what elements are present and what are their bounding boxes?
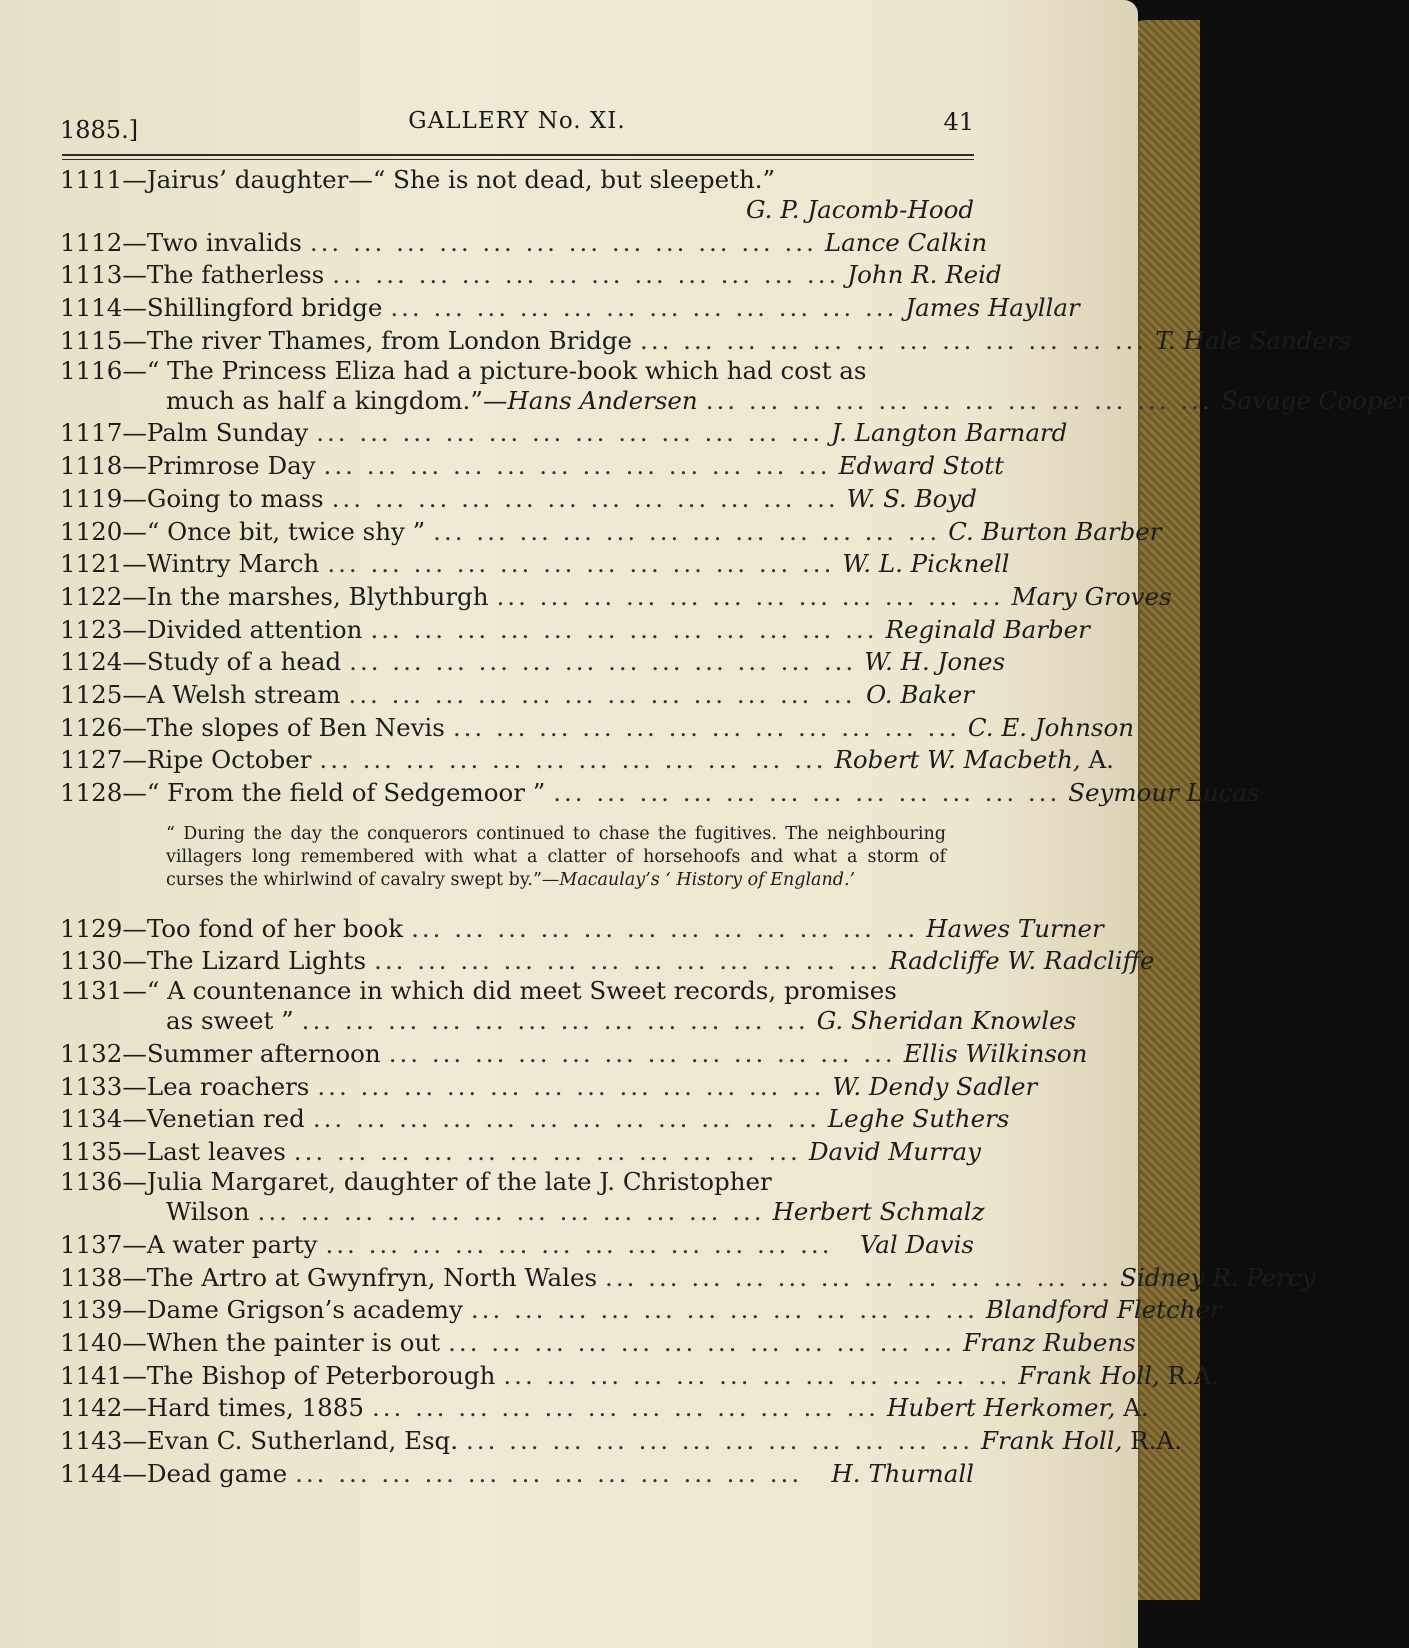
dot-leader: ... ... ... ... ... ... ... ... ... ... ... ...	[309, 227, 817, 257]
entry-number: 1118—	[60, 451, 147, 481]
entry-number: 1138—	[60, 1262, 147, 1292]
dot-leader: ... ... ... ... ... ... ... ... ... ... ... ...	[323, 451, 831, 481]
entry-artist: G. P. Jacomb-Hood	[745, 195, 974, 224]
dot-leader: ... ... ... ... ... ... ... ... ... ... ... ...	[312, 1104, 820, 1134]
entry-title: Jairus’ daughter—“ She is not dead, but sleepeth.”	[146, 165, 776, 194]
catalogue-entry	[60, 1455, 974, 1488]
entry-artist	[887, 1393, 1149, 1422]
dot-leader: ... ... ... ... ... ... ... ... ... ... ... ...	[325, 1229, 833, 1259]
entry-title: Shillingford bridge	[146, 293, 383, 323]
catalogue-entry	[60, 644, 1006, 677]
catalogue-entry	[60, 975, 974, 1005]
entry-number: 1144—	[60, 1458, 147, 1488]
catalogue-entry	[60, 1422, 1182, 1455]
entry-number: 1142—	[60, 1393, 147, 1423]
entry-number: 1112—	[60, 227, 147, 257]
dot-leader: ... ... ... ... ... ... ... ... ... ... ... ...	[316, 418, 824, 448]
entry-number: 1116—	[60, 355, 147, 385]
entry-artist: C. Burton Barber	[948, 516, 1162, 546]
entry-title: The fatherless	[146, 260, 325, 290]
entry-title: The slopes of Ben Nevis	[146, 712, 445, 742]
entry-title: Going to mass	[146, 483, 324, 513]
entry-number: 1139—	[60, 1295, 147, 1325]
entry-artist	[834, 745, 1114, 774]
dot-leader: ... ... ... ... ... ... ... ... ... ... ... ...	[705, 385, 1213, 415]
entry-title: Study of a head	[146, 647, 342, 677]
header-rule-thin	[62, 159, 974, 160]
entry-number: 1136—	[60, 1167, 147, 1197]
entry-number: 1132—	[60, 1039, 147, 1069]
page-number: 41	[943, 108, 974, 136]
entry-artist: Ellis Wilkinson	[903, 1039, 1088, 1069]
entry-continuation	[60, 1196, 985, 1227]
entry-title-cont: Wilson	[166, 1197, 250, 1227]
dot-leader: ... ... ... ... ... ... ... ... ... ... ... ...	[452, 712, 960, 742]
catalogue-entry	[60, 709, 1135, 742]
dot-leader: ... ... ... ... ... ... ... ... ... ... ... ...	[553, 778, 1061, 807]
dot-leader: ... ... ... ... ... ... ... ... ... ... ... ...	[293, 1137, 801, 1167]
catalogue-entry	[60, 578, 1172, 611]
header-title: GALLERY No. XI.	[408, 108, 626, 134]
entry-title: Hard times, 1885	[146, 1393, 364, 1423]
dot-leader: ... ... ... ... ... ... ... ... ... ... ... ...	[470, 1295, 978, 1325]
dot-leader: ... ... ... ... ... ... ... ... ... ... ... ...	[317, 1071, 825, 1101]
dot-leader: ... ... ... ... ... ... ... ... ... ... ... ...	[331, 483, 839, 513]
catalogue-entry	[60, 774, 1260, 807]
dot-leader: ... ... ... ... ... ... ... ... ... ... ... ...	[295, 1458, 803, 1488]
entry-artist-rank: A.	[1115, 1393, 1149, 1423]
entry-number: 1130—	[60, 946, 147, 976]
entry-number: 1140—	[60, 1327, 147, 1357]
header-rule	[62, 154, 974, 156]
dot-leader: ... ... ... ... ... ... ... ... ... ... ... ...	[327, 549, 835, 579]
entry-title: Primrose Day	[146, 451, 316, 481]
entry-number: 1137—	[60, 1229, 147, 1259]
entry-title-cont: much as half a kingdom.”—	[166, 385, 508, 415]
entry-number: 1143—	[60, 1425, 147, 1455]
entry-artist: Val Davis	[859, 1229, 974, 1259]
catalogue-entry	[60, 415, 1068, 448]
entry-number: 1122—	[60, 581, 147, 611]
entry-artist	[981, 1426, 1182, 1455]
quotation-text: “ During the day the conquerors continued to chase the fugitives. The neighbouring villagers long remembered with what a clatter of horsehoofs and what a storm of curses the whirlwind of cavalry swept by.”—	[166, 824, 946, 890]
entry-artist: H. Thurnall	[831, 1458, 974, 1488]
entry-title: Venetian red	[146, 1104, 305, 1134]
dot-leader: ... ... ... ... ... ... ... ... ... ... ... ...	[388, 1039, 896, 1069]
dot-leader: ... ... ... ... ... ... ... ... ... ... ... ...	[640, 325, 1148, 355]
entry-number: 1124—	[60, 647, 147, 677]
entry-artist: Blandford Fletcher	[985, 1295, 1222, 1325]
entry-title: A water party	[146, 1229, 318, 1259]
catalogue-entry	[60, 355, 974, 385]
catalogue-entry	[60, 742, 1114, 775]
entry-artist-name: Robert W. Macbeth,	[834, 745, 1081, 775]
catalogue-entry	[60, 943, 1155, 976]
entry-title: Dame Grigson’s academy	[146, 1295, 463, 1325]
entry-title: When the painter is out	[146, 1327, 441, 1357]
entry-number: 1127—	[60, 745, 147, 775]
entry-artist: Mary Groves	[1011, 581, 1172, 611]
entry-number: 1125—	[60, 679, 147, 709]
dot-leader: ... ... ... ... ... ... ... ... ... ... ... ...	[496, 581, 1004, 611]
entry-number: 1111—	[60, 165, 147, 194]
entry-number: 1114—	[60, 293, 147, 323]
catalogue-entry	[60, 1226, 974, 1259]
entry-title: The river Thames, from London Bridge	[146, 325, 633, 355]
entry-artist: O. Baker	[866, 679, 974, 709]
catalogue-entry	[60, 1166, 974, 1196]
dot-leader: ... ... ... ... ... ... ... ... ... ... ... ...	[349, 647, 857, 677]
catalogue-entry	[60, 546, 1010, 579]
entry-artist: Edward Stott	[838, 451, 1004, 481]
entry-title: “ The Princess Eliza had a picture-book which had cost as	[146, 355, 867, 385]
entry-title: Julia Margaret, daughter of the late J. Christopher	[146, 1167, 772, 1197]
entry-artist-rank: R.A.	[1122, 1425, 1182, 1455]
entry-number: 1115—	[60, 325, 147, 355]
dot-leader: ... ... ... ... ... ... ... ... ... ... ... ...	[332, 260, 840, 290]
dot-leader: ... ... ... ... ... ... ... ... ... ... ... ...	[370, 614, 878, 644]
entry-number: 1123—	[60, 614, 147, 644]
entry-number: 1135—	[60, 1137, 147, 1167]
catalogue-entry	[60, 676, 974, 709]
entry-title-author: Hans Andersen	[507, 385, 698, 415]
entry-number: 1128—	[60, 778, 147, 807]
entry-artist-name: Frank Holl,	[981, 1425, 1123, 1455]
entry-artist: Reginald Barber	[885, 614, 1090, 644]
catalogue-entry	[60, 1357, 1220, 1390]
entry-artist-rank: A.	[1080, 745, 1114, 775]
entry-artist: J. Langton Barnard	[831, 418, 1068, 448]
catalogue-entry	[60, 322, 1352, 355]
catalogue-entry	[60, 480, 977, 513]
dot-leader: ... ... ... ... ... ... ... ... ... ... ... ...	[390, 293, 898, 323]
entry-artist-rank: R.A.	[1159, 1360, 1220, 1390]
entry-number: 1129—	[60, 913, 147, 943]
dot-leader: ... ... ... ... ... ... ... ... ... ... ... ...	[448, 1327, 956, 1357]
catalogue-list	[60, 164, 1409, 1488]
entry-title: “ Once bit, twice shy ”	[146, 516, 426, 546]
dot-leader: ... ... ... ... ... ... ... ... ... ... ... ...	[348, 679, 856, 709]
catalogue-entry	[60, 1035, 1088, 1069]
catalogue-entry	[60, 513, 1162, 546]
entry-artist: Radcliffe W. Radcliffe	[889, 946, 1155, 976]
entry-title: Dead game	[146, 1458, 288, 1488]
entry-title: Two invalids	[146, 227, 302, 257]
dot-leader: ... ... ... ... ... ... ... ... ... ... ... ...	[301, 1006, 809, 1036]
entry-artist: James Hayllar	[905, 293, 1080, 323]
catalogue-entry	[60, 1292, 1222, 1325]
entry-artist: Herbert Schmalz	[772, 1197, 985, 1227]
entry-number: 1133—	[60, 1071, 147, 1101]
entry-title: A Welsh stream	[146, 679, 341, 709]
dot-leader: ... ... ... ... ... ... ... ... ... ... ... ...	[319, 745, 827, 775]
dot-leader: ... ... ... ... ... ... ... ... ... ... ... ...	[433, 516, 941, 546]
entry-number: 1131—	[60, 976, 147, 1006]
quotation-source: Macaulay’s ‘ History of England.’	[559, 870, 856, 890]
entry-title: Evan C. Sutherland, Esq.	[146, 1425, 459, 1455]
entry-title: Lea roachers	[146, 1071, 310, 1101]
dot-leader: ... ... ... ... ... ... ... ... ... ... ... ...	[371, 1393, 879, 1423]
catalogue-entry	[60, 1101, 1010, 1134]
entry-artist: Hawes Turner	[926, 913, 1104, 943]
entry-artist: T. Hale Sanders	[1155, 325, 1352, 355]
dot-leader: ... ... ... ... ... ... ... ... ... ... ... ...	[466, 1425, 974, 1455]
catalogue-entry	[60, 224, 988, 257]
entry-number: 1113—	[60, 260, 147, 290]
entry-artist: Seymour Lucas	[1068, 778, 1260, 807]
catalogue-entry	[60, 1390, 1149, 1423]
entry-artist	[1018, 1361, 1219, 1390]
entry-title: Divided attention	[146, 614, 363, 644]
catalogue-entry	[60, 164, 974, 194]
entry-title: “ From the field of Sedgemoor ”	[146, 778, 546, 807]
running-header	[60, 104, 974, 144]
entry-artist: Savage Cooper	[1220, 385, 1409, 415]
dot-leader: ... ... ... ... ... ... ... ... ... ... ... ...	[257, 1197, 765, 1227]
entry-artist: Lance Calkin	[824, 227, 988, 257]
entry-title: Ripe October	[146, 745, 312, 775]
entry-artist: W. Dendy Sadler	[832, 1071, 1038, 1101]
entry-title: Last leaves	[146, 1137, 286, 1167]
entry-number: 1119—	[60, 483, 147, 513]
entry-title-cont: as sweet ”	[166, 1006, 294, 1036]
entry-title: Too fond of her book	[146, 913, 404, 943]
entry-title: Palm Sunday	[146, 418, 309, 448]
entry-number: 1134—	[60, 1104, 147, 1134]
entry-title: The Lizard Lights	[146, 946, 367, 976]
catalogue-entry	[60, 1324, 1136, 1357]
catalogue-entry	[60, 1068, 1038, 1101]
entry-number: 1121—	[60, 549, 147, 579]
dot-leader: ... ... ... ... ... ... ... ... ... ... ... ...	[411, 913, 919, 943]
entry-title: The Bishop of Peterborough	[146, 1360, 496, 1390]
entry-number: 1120—	[60, 516, 147, 546]
entry-artist-line	[60, 194, 974, 224]
entry-title: In the marshes, Blythburgh	[146, 581, 489, 611]
header-year: 1885.]	[60, 116, 139, 144]
entry-artist-name: Frank Holl,	[1018, 1360, 1160, 1390]
entry-artist: C. E. Johnson	[967, 712, 1135, 742]
entry-number: 1117—	[60, 418, 147, 448]
entry-artist-name: Hubert Herkomer,	[886, 1393, 1116, 1423]
entry-artist: Franz Rubens	[963, 1327, 1136, 1357]
entry-artist: John R. Reid	[847, 260, 1002, 290]
catalogue-entry	[60, 910, 1104, 943]
dot-leader: ... ... ... ... ... ... ... ... ... ... ... ...	[605, 1262, 1113, 1292]
entry-title: The Artro at Gwynfryn, North Wales	[146, 1262, 598, 1292]
catalogue-entry	[60, 289, 1080, 323]
catalogue-entry	[60, 257, 1002, 290]
entry-artist: W. H. Jones	[864, 647, 1006, 677]
entry-artist: David Murray	[808, 1137, 981, 1167]
catalogue-entry	[60, 1259, 1316, 1292]
entry-continuation	[60, 385, 1409, 415]
catalogue-entry	[60, 611, 1090, 644]
entry-artist: W. L. Picknell	[842, 549, 1010, 579]
entry-continuation	[60, 1005, 1077, 1036]
catalogue-entry	[60, 1133, 981, 1167]
entry-artist: Leghe Suthers	[827, 1104, 1010, 1134]
dot-leader: ... ... ... ... ... ... ... ... ... ... ... ...	[374, 946, 882, 976]
catalogue-entry	[60, 447, 1004, 481]
entry-number: 1141—	[60, 1360, 147, 1390]
entry-title: Wintry March	[146, 549, 320, 579]
entry-title: “ A countenance in which did meet Sweet records, promises	[146, 976, 897, 1006]
entry-artist: W. S. Boyd	[846, 483, 977, 513]
entry-title: Summer afternoon	[146, 1039, 381, 1069]
entry-number: 1126—	[60, 712, 147, 742]
entry-artist: G. Sheridan Knowles	[816, 1006, 1077, 1036]
dot-leader: ... ... ... ... ... ... ... ... ... ... ... ...	[503, 1360, 1011, 1390]
entry-artist: Sidney R. Percy	[1120, 1262, 1316, 1292]
entry-quotation	[166, 823, 946, 892]
